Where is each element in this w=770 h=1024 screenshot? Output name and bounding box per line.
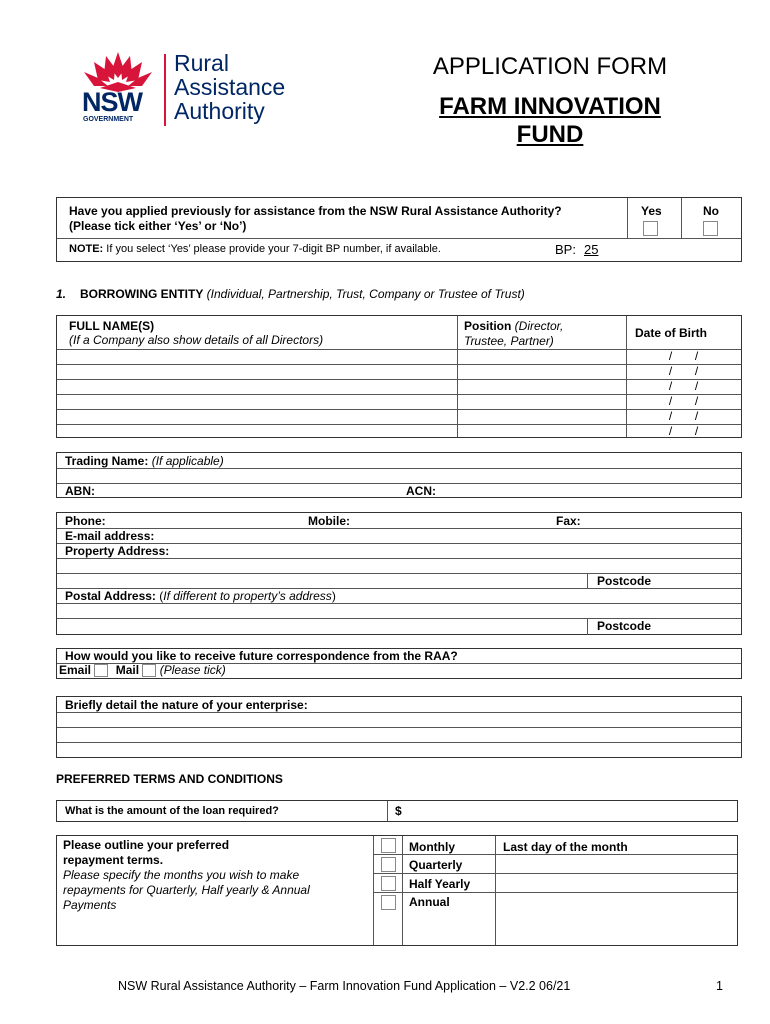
logo-org-line2: Assistance [174, 74, 286, 100]
position-hint-1: (Director, [511, 319, 564, 333]
nsw-logo [80, 48, 320, 128]
postal-address-hint: If different to property’s address [163, 589, 332, 603]
postal-postcode-label: Postcode [597, 619, 652, 633]
dob-field[interactable]: / / [668, 424, 699, 438]
dob-field[interactable]: / / [668, 364, 699, 378]
previous-assistance-box [56, 197, 742, 262]
option-half-yearly: Half Yearly [409, 877, 471, 891]
page-number: 1 [716, 979, 723, 993]
position-label: Position [464, 319, 512, 333]
monthly-checkbox[interactable] [381, 838, 396, 853]
no-checkbox[interactable] [703, 221, 718, 236]
no-label: No [703, 204, 719, 218]
form-type-label: APPLICATION FORM [432, 53, 668, 80]
table-row[interactable] [57, 424, 457, 439]
loan-amount-input[interactable]: $ [395, 804, 402, 818]
correspondence-options [59, 663, 226, 677]
contact-details-box [56, 512, 742, 635]
terms-heading: PREFERRED TERMS AND CONDITIONS [56, 772, 283, 786]
postal-address-label: Postal Address: [65, 589, 156, 603]
monthly-detail-input[interactable]: Last day of the month [503, 840, 628, 854]
repayment-hint-2: repayments for Quarterly, Half yearly & Annual [63, 883, 310, 897]
property-postcode-label: Postcode [597, 574, 652, 588]
postal-address-field[interactable]: Postal Address: (If different to property’s address) [65, 589, 336, 603]
dob-field[interactable]: / / [668, 379, 699, 393]
trading-name-field[interactable] [65, 454, 224, 468]
bp-number-input[interactable]: 25 [584, 242, 599, 257]
loan-amount-question: What is the amount of the loan required? [65, 805, 279, 817]
quarterly-months-input[interactable] [496, 855, 737, 873]
correspondence-question: How would you like to receive future correspondence from the RAA? [65, 649, 458, 663]
dob-column [626, 349, 741, 439]
table-row[interactable] [57, 349, 457, 364]
acn-field[interactable]: ACN: [406, 484, 436, 498]
abn-field[interactable]: ABN: [65, 484, 95, 498]
bp-label: BP: [555, 242, 576, 257]
correspondence-box [56, 648, 742, 679]
logo-government-text: GOVERNMENT [83, 116, 134, 123]
email-field[interactable]: E-mail address: [65, 529, 155, 543]
logo-org-line1: Rural [174, 50, 229, 76]
table-row[interactable] [57, 394, 457, 409]
loan-amount-box [56, 800, 738, 822]
trading-details-box [56, 452, 742, 498]
option-quarterly: Quarterly [409, 858, 463, 872]
repayment-hint-1: Please specify the months you wish to make [63, 868, 300, 882]
repayment-terms-box [56, 835, 738, 946]
correspondence-hint: (Please tick) [159, 663, 226, 677]
section-1-heading: BORROWING ENTITY [80, 287, 204, 301]
page-title-line2: FUND [516, 121, 584, 148]
full-name-hint: (If a Company also show details of all Directors) [69, 333, 324, 347]
logo-divider [164, 54, 166, 126]
annual-months-input[interactable] [496, 893, 737, 946]
repayment-title-2: repayment terms. [63, 853, 164, 867]
page-title-line1: FARM INNOVATION [439, 93, 661, 120]
borrowing-entity-table [56, 315, 742, 438]
trading-name-hint: (If applicable) [148, 454, 224, 468]
previous-assistance-question: Have you applied previously for assistance from the NSW Rural Assistance Authority? (Please tick either ‘Yes’ or ‘No’) [69, 204, 562, 233]
dob-field[interactable]: / / [668, 349, 699, 363]
section-1-number: 1. [56, 287, 67, 301]
dob-field[interactable]: / / [668, 409, 699, 423]
phone-field[interactable]: Phone: [65, 514, 106, 528]
trading-name-label: Trading Name: [65, 454, 149, 468]
enterprise-label: Briefly detail the nature of your enterprise: [65, 698, 308, 712]
position-hint-2: Trustee, Partner) [464, 334, 554, 348]
dob-field[interactable]: / / [668, 394, 699, 408]
note-text: If you select ‘Yes’ please provide your 7-digit BP number, if available. [103, 243, 441, 255]
footer-text: NSW Rural Assistance Authority – Farm Innovation Fund Application – V2.2 06/21 [118, 979, 571, 993]
yes-label: Yes [641, 204, 662, 218]
quarterly-checkbox[interactable] [381, 857, 396, 872]
yes-checkbox[interactable] [643, 221, 658, 236]
fax-field[interactable]: Fax: [556, 514, 581, 528]
logo-nsw-text: NSW [82, 87, 142, 117]
repayment-title-1: Please outline your preferred [63, 838, 230, 852]
half-yearly-checkbox[interactable] [381, 876, 396, 891]
mail-option-label: Mail [115, 663, 140, 677]
half-yearly-months-input[interactable] [496, 874, 737, 892]
dob-header: Date of Birth [635, 326, 707, 340]
logo-org-line3: Authority [174, 98, 265, 124]
position-header [464, 319, 563, 333]
annual-checkbox[interactable] [381, 895, 396, 910]
full-name-header: FULL NAME(S) [69, 319, 155, 333]
email-option-label: Email [59, 663, 92, 677]
option-annual: Annual [409, 895, 450, 909]
note-bold-label: NOTE: [69, 243, 104, 255]
option-monthly: Monthly [409, 840, 455, 854]
email-option-checkbox[interactable] [94, 664, 108, 677]
section-1-subtitle: (Individual, Partnership, Trust, Company or Trustee of Trust) [203, 287, 525, 301]
repayment-hint-3: Payments [63, 898, 117, 912]
table-row[interactable] [57, 364, 457, 379]
mobile-field[interactable]: Mobile: [308, 514, 350, 528]
mail-option-checkbox[interactable] [142, 664, 156, 677]
bp-note [69, 242, 441, 256]
property-address-field[interactable]: Property Address: [65, 544, 170, 558]
section-1-title [80, 287, 525, 301]
table-row[interactable] [57, 409, 457, 424]
table-row[interactable] [57, 379, 457, 394]
enterprise-box [56, 696, 742, 758]
entity-rows [57, 349, 741, 439]
enterprise-input[interactable] [57, 713, 741, 758]
